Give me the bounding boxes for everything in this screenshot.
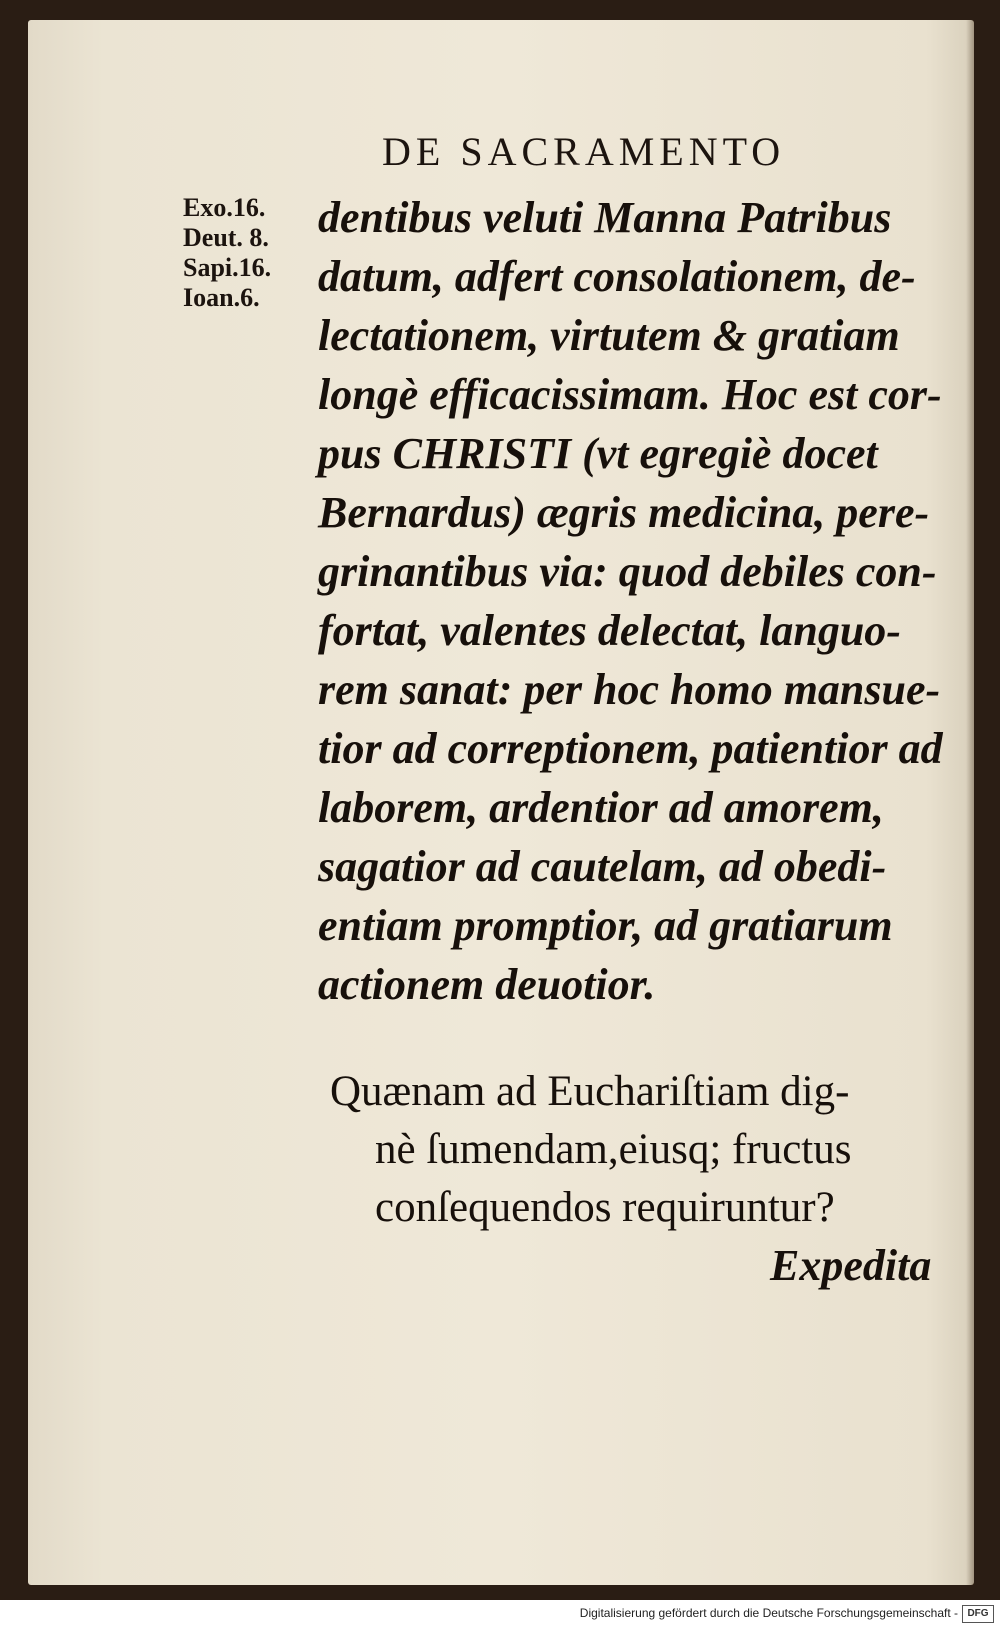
body-line: dentibus veluti Manna Patribus [318, 193, 892, 242]
margin-note: Ioan.6. [183, 283, 260, 312]
running-head: DE SACRAMENTO [382, 129, 786, 174]
body-line: pus CHRISTI (vt egregiè docet [318, 429, 878, 478]
body-line: rem sanat: per hoc homo mansue- [318, 665, 941, 714]
margin-note: Exo.16. [183, 193, 266, 222]
question-line: nè ſumendam,eiusq; fructus [375, 1126, 852, 1173]
body-line: entiam promptior, ad gratiarum [318, 901, 893, 950]
dfg-logo-icon: DFG [962, 1605, 994, 1623]
body-line: lectationem, virtutem & gratiam [318, 311, 900, 360]
body-line: fortat, valentes delectat, languo- [318, 606, 901, 655]
body-line: actionem deuotior. [318, 960, 656, 1009]
body-line: laborem, ardentior ad amorem, [318, 783, 884, 832]
question-heading [330, 1063, 851, 1237]
body-line: grinantibus via: quod debiles con- [318, 547, 937, 596]
body-text [318, 188, 958, 1014]
catchword: Expedita [770, 1241, 932, 1290]
body-line: datum, adfert consolationem, de- [318, 252, 916, 301]
margin-note: Deut. 8. [183, 223, 269, 252]
footer-bar [0, 1600, 1000, 1627]
body-line: tior ad correptionem, patientior ad [318, 724, 943, 773]
question-line: conſequendos requiruntur? [375, 1184, 835, 1231]
body-line: longè efficacissimam. Hoc est cor- [318, 370, 942, 419]
page-edge-shadow [966, 20, 974, 1585]
funding-credit: Digitalisierung gefördert durch die Deutsche Forschungsgemeinschaft - [579, 1606, 958, 1620]
question-line: Quænam ad Euchariſtiam dig- [330, 1068, 850, 1115]
margin-note: Sapi.16. [183, 253, 272, 282]
margin-notes [183, 193, 271, 313]
body-line: sagatior ad cautelam, ad obedi- [318, 842, 887, 891]
body-line: Bernardus) ægris medicina, pere- [318, 488, 930, 537]
